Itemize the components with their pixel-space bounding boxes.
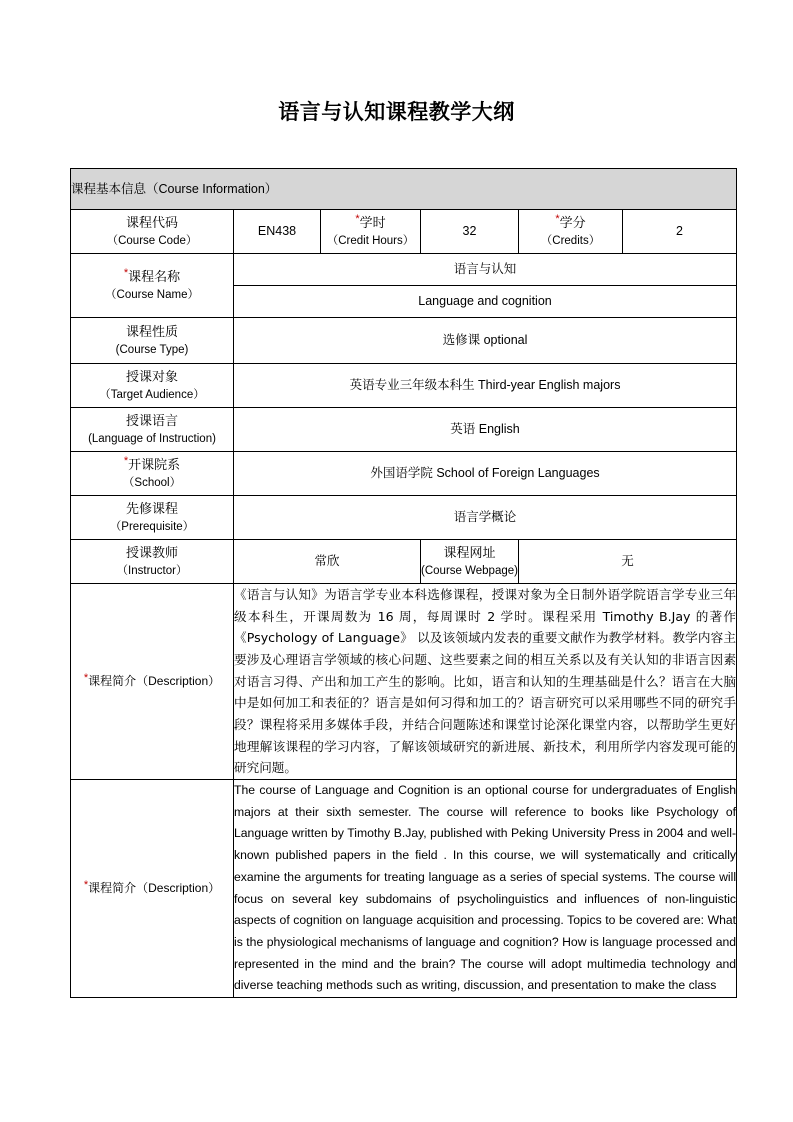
value-instructor: 常欣	[234, 540, 421, 584]
label-school-en: （School）	[122, 476, 182, 489]
label-school	[71, 452, 234, 496]
value-language-of-instruction: 英语 English	[234, 408, 737, 452]
description-cn-paragraph: 《语言与认知》为语言学专业本科选修课程，授课对象为全日制外语学院语言学专业三年级本科生，开课周数为 16 周，每周课时 2 学时。课程采用 Timothy B.Jay 的著作《Psychology of Language》 以及该领域内发表的重要文献作为教学材料。教学内容主要涉及心理语言学领域的核心问题、这些要素之间的相互关系以及有关认知的非语言因素对语言习得、产出和加工产生的影响。比如，语言和认知的生理基础是什么？语言在大脑中是如何加工和表征的？语言是如何习得和加工的？语言研究可以采用哪些不同的研究手段？课程将采用多媒体手段，并结合问题陈述和课堂讨论深化课堂内容，以帮助学生更好地理解该课程的学习内容，了解该领域研究的新进展、新技术，利用所学内容发现可能的研究问题。	[234, 587, 737, 776]
table-row	[71, 452, 737, 496]
label-course-webpage-en: (Course Webpage)	[421, 564, 518, 577]
label-language-of-instruction	[71, 408, 234, 452]
value-course-code: EN438	[234, 210, 321, 254]
value-description-en	[234, 779, 737, 997]
table-section-header-row	[71, 169, 737, 210]
label-target-audience-cn: 授课对象	[125, 368, 178, 384]
value-course-type: 选修课 optional	[234, 318, 737, 364]
value-course-name-en: Language and cognition	[234, 286, 737, 318]
required-marker-icon: *	[123, 454, 129, 467]
label-language-of-instruction-en: (Language of Instruction)	[88, 432, 216, 445]
description-en-paragraph: The course of Language and Cognition is an optional course for undergraduates of English majors at their sixth semester. The course will reference to books like Psychology of Language written by Timothy B.Jay, published with Peking University Press in 2004 and well-known published papers in the field . In this course, we will systematically and critically examine the arguments for treating language as a series of special systems. The course will focus on several key subdomains of psycholinguistics and influences of non-linguistic aspects of cognition on language acquisition and processing. Topics to be covered are: What is the physiological mechanisms of language and cognition? How is language processed and represented in the mind and the brain? The course will adopt multimedia technology and diverse teaching methods such as writing, discussion, and presentation to make the class	[234, 782, 737, 993]
label-prerequisite-en: （Prerequisite）	[109, 520, 195, 533]
label-credits-cn: *学分	[555, 212, 586, 230]
value-course-webpage: 无	[519, 540, 737, 584]
table-row	[71, 254, 737, 286]
label-course-name	[71, 254, 234, 318]
label-prerequisite	[71, 496, 234, 540]
label-course-code-en: （Course Code）	[106, 234, 198, 247]
page-title: 语言与认知课程教学大纲	[278, 99, 515, 124]
label-course-code	[71, 210, 234, 254]
label-course-name-cn: *课程名称	[123, 266, 181, 284]
table-row	[71, 584, 737, 780]
label-description-en	[71, 779, 234, 997]
label-course-webpage	[421, 540, 519, 584]
label-instructor	[71, 540, 234, 584]
table-row	[71, 496, 737, 540]
label-credit-hours-cn: *学时	[355, 212, 386, 230]
label-course-type-en: (Course Type)	[115, 343, 189, 356]
label-target-audience	[71, 364, 234, 408]
value-target-audience: 英语专业三年级本科生 Third-year English majors	[234, 364, 737, 408]
label-school-cn: *开课院系	[123, 454, 181, 472]
required-marker-icon: *	[555, 212, 560, 225]
value-credit-hours: 32	[421, 210, 519, 254]
label-prerequisite-cn: 先修课程	[125, 500, 178, 516]
label-description-en-text: *课程简介（Description）	[83, 878, 221, 895]
label-course-name-en: （Course Name）	[105, 288, 199, 301]
label-credits	[519, 210, 623, 254]
label-credit-hours	[321, 210, 421, 254]
required-marker-icon: *	[123, 266, 129, 279]
label-course-code-cn: 课程代码	[125, 214, 178, 230]
value-credits: 2	[623, 210, 737, 254]
table-row	[71, 210, 737, 254]
required-marker-icon: *	[83, 878, 89, 891]
label-credits-en: （Credits）	[540, 234, 601, 247]
course-information-table	[70, 168, 737, 998]
table-row	[71, 779, 737, 997]
value-description-cn	[234, 584, 737, 780]
table-row	[71, 408, 737, 452]
value-prerequisite: 语言学概论	[234, 496, 737, 540]
label-course-type	[71, 318, 234, 364]
label-target-audience-en: （Target Audience）	[99, 388, 205, 401]
label-description-cn-text: *课程简介（Description）	[83, 671, 221, 688]
section-header-cell: 课程基本信息（Course Information）	[71, 169, 737, 210]
label-course-webpage-cn: 课程网址	[443, 544, 496, 560]
label-instructor-cn: 授课教师	[125, 544, 178, 560]
label-credit-hours-en: （Credit Hours）	[326, 234, 415, 247]
table-row	[71, 540, 737, 584]
table-row	[71, 364, 737, 408]
required-marker-icon: *	[83, 671, 89, 684]
label-course-type-cn: 课程性质	[125, 323, 178, 339]
label-language-of-instruction-cn: 授课语言	[125, 412, 178, 428]
value-school: 外国语学院 School of Foreign Languages	[234, 452, 737, 496]
label-description-cn	[71, 584, 234, 780]
required-marker-icon: *	[355, 212, 360, 225]
label-instructor-en: （Instructor）	[116, 564, 188, 577]
value-course-name-cn: 语言与认知	[234, 254, 737, 286]
table-row	[71, 318, 737, 364]
